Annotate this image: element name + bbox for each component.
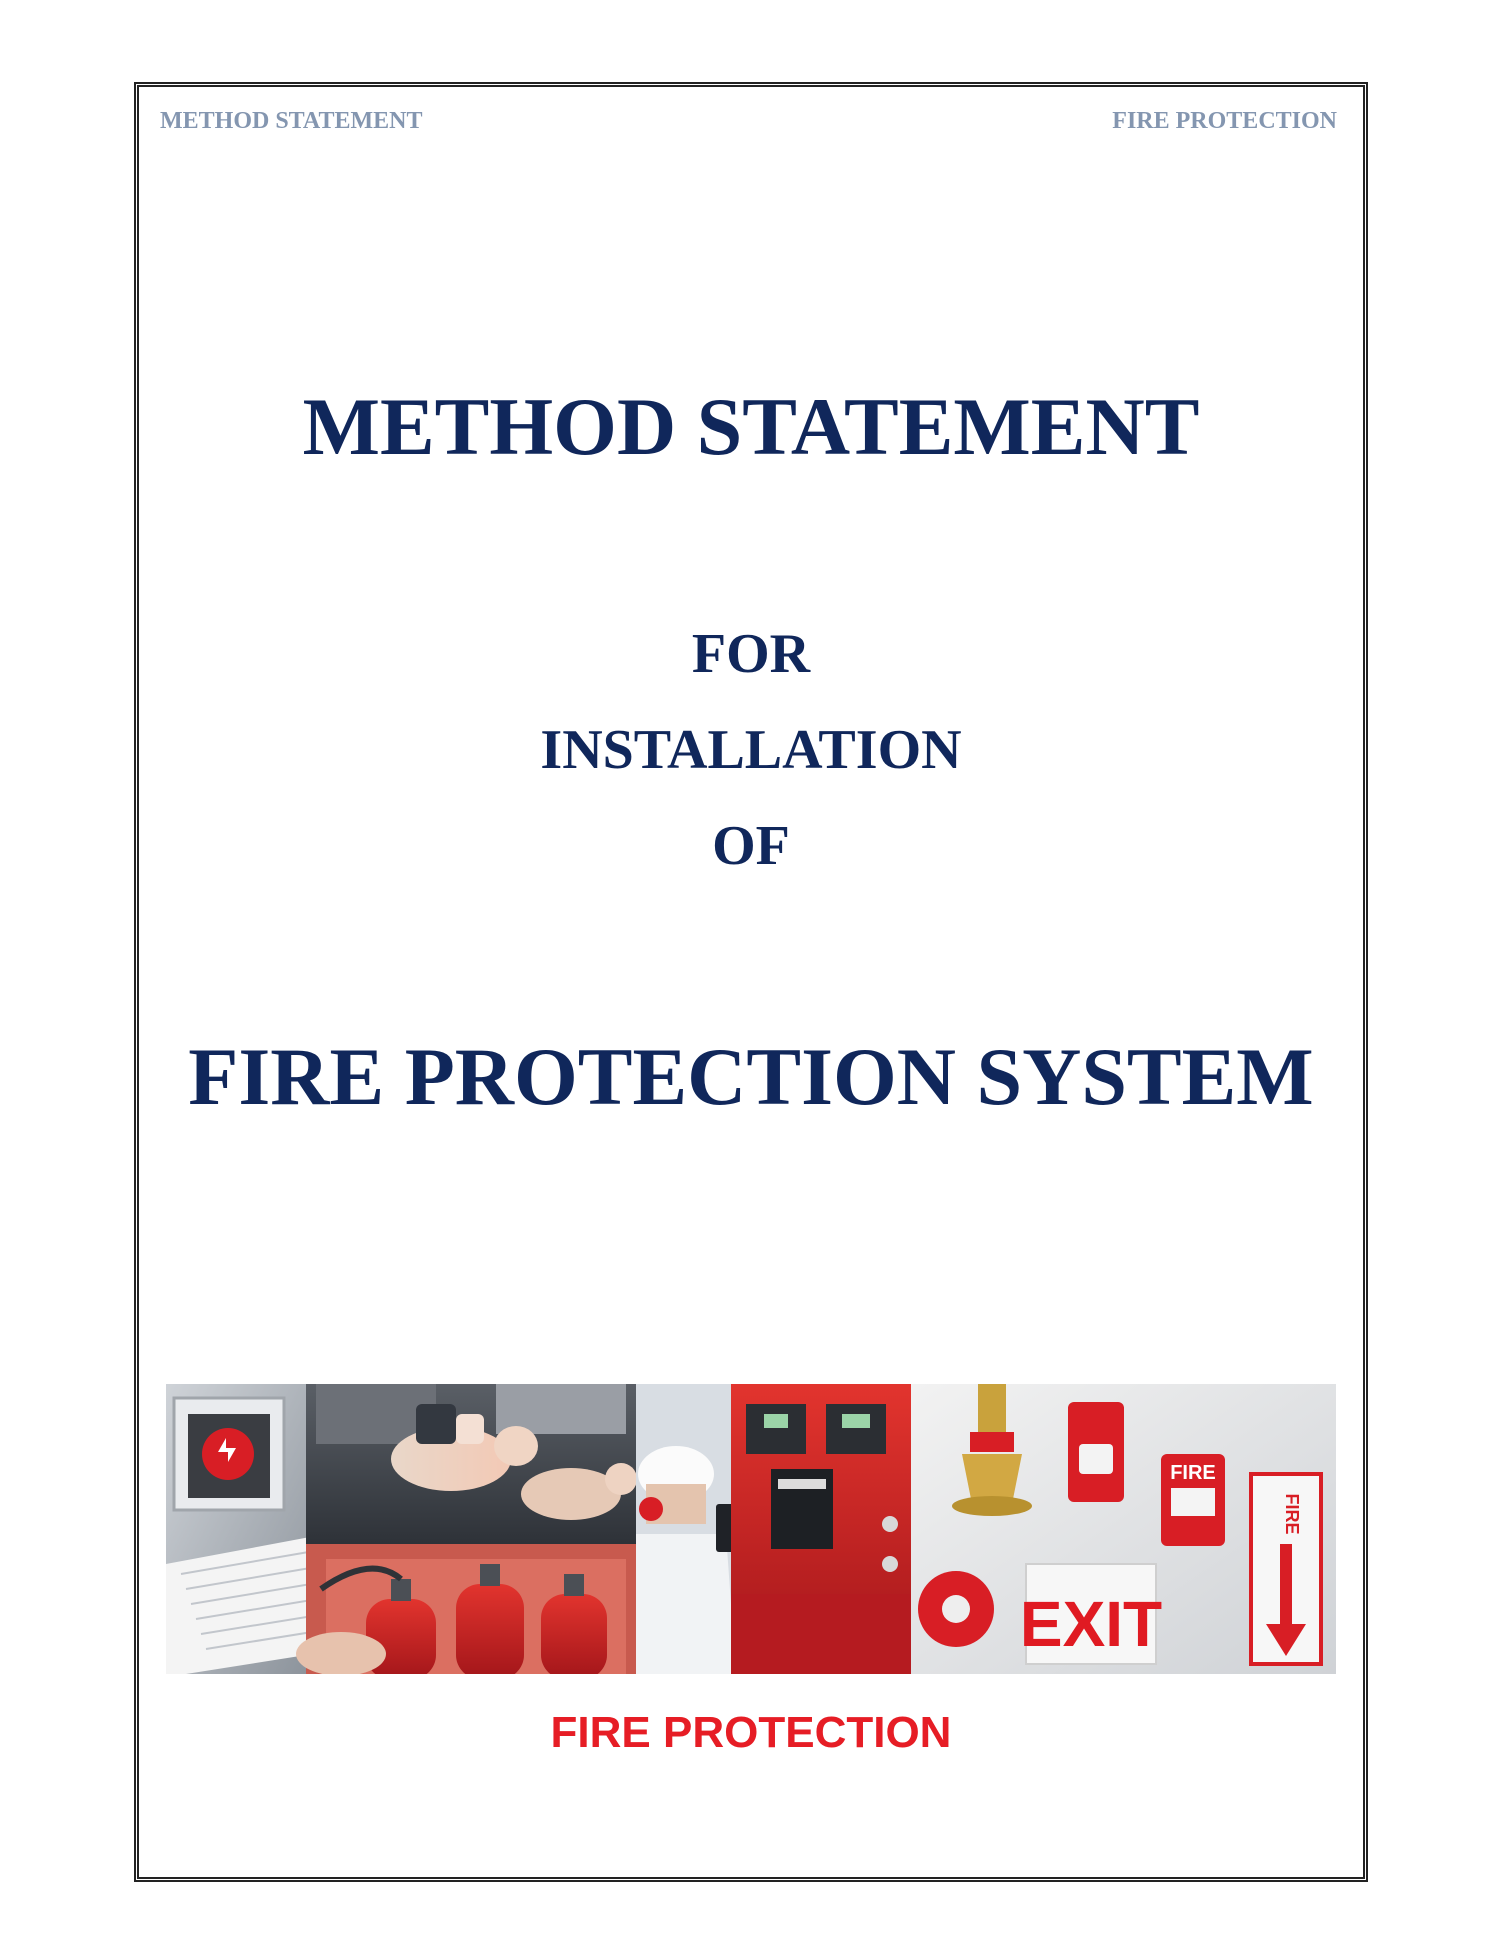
exit-sign-icon (1020, 1564, 1162, 1664)
header-left: METHOD STATEMENT (160, 108, 423, 134)
pull-station-icon (1161, 1454, 1225, 1546)
document-title: METHOD STATEMENT (302, 381, 1200, 472)
header-right: FIRE PROTECTION (1112, 108, 1337, 134)
strobe-alarm-icon (1068, 1402, 1124, 1502)
svg-text:FIRE: FIRE (1170, 1462, 1216, 1484)
fire-extinguisher-arrow-sign-icon (1251, 1474, 1321, 1664)
footer-caption: FIRE PROTECTION (550, 1708, 952, 1757)
svg-text:EXIT: EXIT (1019, 1588, 1163, 1660)
system-title: FIRE PROTECTION SYSTEM (188, 1031, 1314, 1122)
subtitle-for: FOR (691, 623, 811, 685)
alarm-bell-icon (918, 1571, 994, 1647)
fire-protection-banner-image (166, 1384, 1336, 1674)
svg-text:FIRE: FIRE (1282, 1493, 1302, 1535)
subtitle-of: OF (712, 815, 790, 877)
subtitle-installation: INSTALLATION (540, 719, 962, 781)
